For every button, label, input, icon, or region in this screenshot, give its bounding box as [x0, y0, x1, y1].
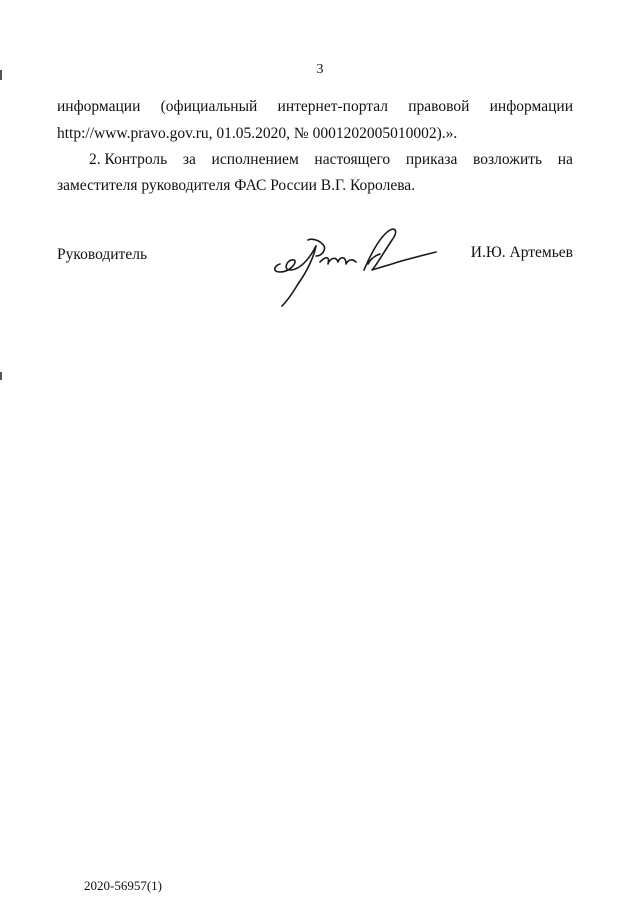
scan-edge-mark [0, 372, 2, 380]
word: настоящего [314, 151, 391, 168]
handwritten-signature [268, 226, 438, 316]
signer-name: И.Ю. Артемьев [470, 244, 573, 261]
word: исполнением [211, 151, 299, 168]
word: правовой [408, 98, 470, 115]
paragraph1-line2: http://www.pravo.gov.ru, 01.05.2020, № 0001202005010002).». [57, 125, 458, 142]
document-id: 2020-56957(1) [84, 878, 162, 893]
page-number: 3 [316, 62, 324, 77]
word: 2. Контроль [89, 151, 168, 168]
word: за [182, 151, 196, 168]
word: (официальный [160, 98, 258, 115]
word: информации [57, 98, 141, 115]
paragraph2-line2: заместителя руководителя ФАС России В.Г. Королева. [57, 177, 416, 194]
word: возложить [473, 151, 543, 168]
paragraph2-line1 [57, 150, 573, 170]
word: информации [489, 98, 573, 115]
signer-title: Руководитель [57, 246, 148, 263]
word: на [557, 151, 573, 168]
word: приказа [405, 151, 458, 168]
paragraph1-line1 [57, 97, 573, 117]
word: интернет-портал [277, 98, 388, 115]
